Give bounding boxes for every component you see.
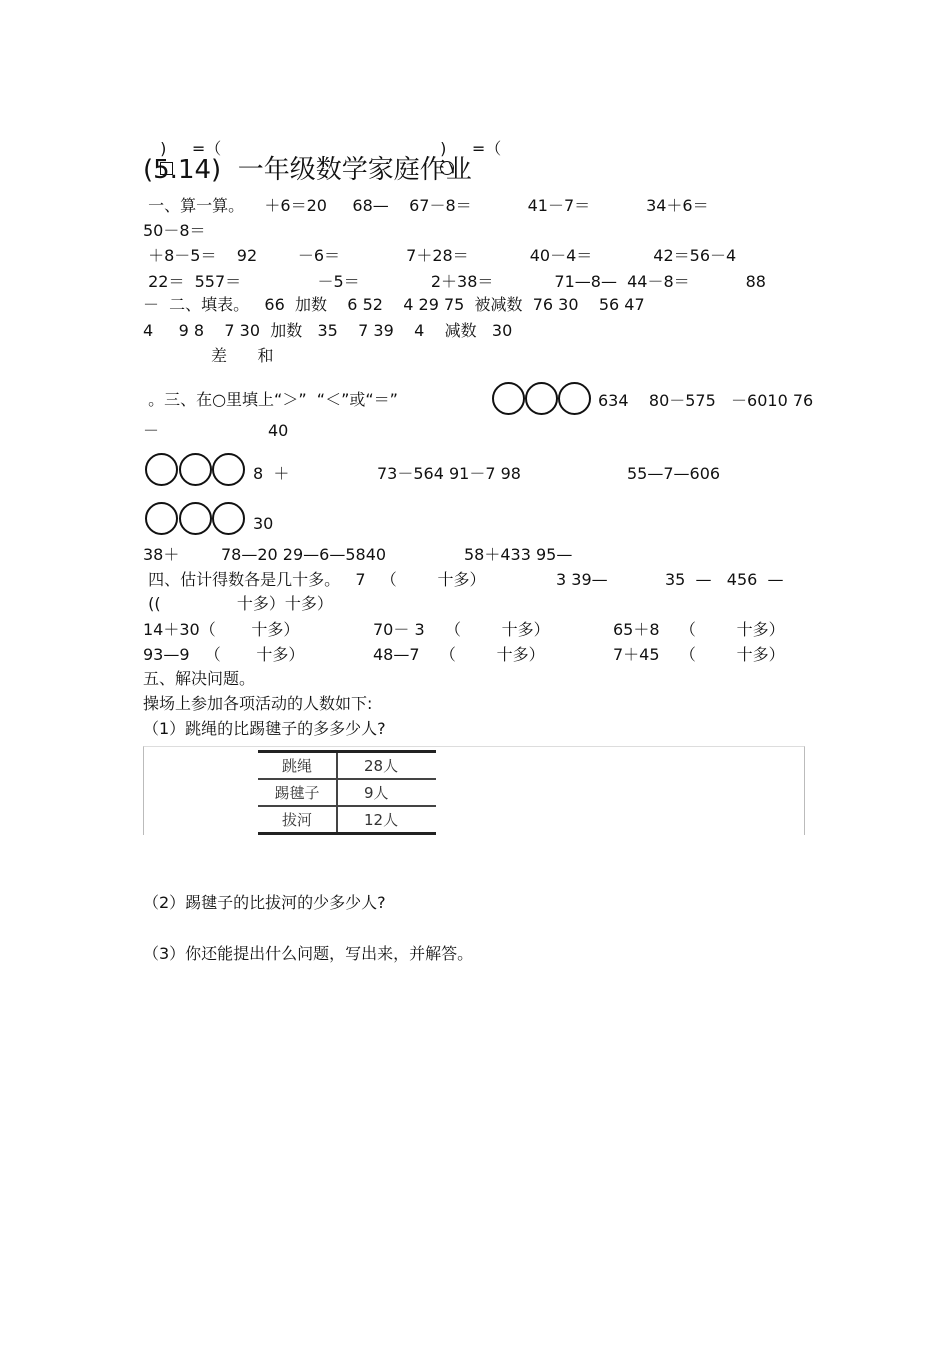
section3-row4-c: 58＋433 95—	[464, 545, 573, 564]
activity-cell: 跳绳	[258, 752, 337, 780]
activity-cell: 踢毽子	[258, 779, 337, 806]
compare-circle[interactable]	[179, 502, 212, 535]
compare-circle[interactable]	[212, 453, 245, 486]
section3-heading: 。三、在○里填上“＞” “＜”或“＝”	[143, 390, 398, 409]
count-cell: 28人	[337, 752, 436, 780]
compare-circle[interactable]	[212, 502, 245, 535]
count-cell: 12人	[337, 806, 436, 834]
section2-line1: － 二、填表。 66 加数 6 52 4 29 75 被减数 76 30 56 47	[143, 295, 645, 314]
estimate-item: 70－ 3 （ 十多）	[373, 620, 550, 639]
section3-row2-a: 8 ＋	[253, 464, 290, 483]
section1-line3: ＋8－5＝ 92 －6＝ 7＋28＝ 40－4＝ 42＝56－4	[143, 246, 737, 265]
section3-row3-a: 30	[253, 514, 274, 533]
estimate-item: 14＋30（ 十多）	[143, 620, 300, 639]
section1-line4: 22＝ 557＝ －5＝ 2＋38＝ 71—8— 44－8＝ 88	[143, 272, 766, 291]
section3-row1-text: 634 80－575 －6010 76	[598, 391, 814, 410]
compare-circle[interactable]	[145, 502, 178, 535]
estimate-item: 93—9 （ 十多）	[143, 645, 305, 664]
table-row	[258, 806, 436, 834]
section1-line2: 50－8＝	[143, 221, 206, 240]
count-cell: 9人	[337, 779, 436, 806]
compare-circle[interactable]	[525, 382, 558, 415]
table-row	[258, 752, 436, 780]
section2-line2: 4 9 8 7 30 加数 35 7 39 4 减数 30	[143, 321, 513, 340]
section5-heading: 五、解决问题。	[143, 669, 256, 688]
section3-row4-a: 38＋	[143, 545, 180, 564]
section1-line1: 一、算一算。 ＋6＝20 68— 67－8＝ 41－7＝ 34＋6＝	[143, 196, 709, 215]
estimate-item: 7＋45 （ 十多）	[613, 645, 785, 664]
top-line-left-text: ) =（	[160, 139, 222, 158]
question-2: （2）踢毽子的比拔河的少多少人?	[143, 893, 386, 912]
table-frame	[143, 746, 805, 835]
compare-circle[interactable]	[179, 453, 212, 486]
section4-line2: (( 十多）十多）	[143, 594, 333, 613]
activity-cell: 拔河	[258, 806, 337, 834]
question-3: （3）你还能提出什么问题，写出来，并解答。	[143, 944, 474, 963]
compare-circle[interactable]	[558, 382, 591, 415]
section5-intro: 操场上参加各项活动的人数如下:	[143, 694, 373, 713]
page-title: (5.14) 一年级数学家庭作业	[143, 155, 472, 185]
section3-row4-b: 78—20 29—6—5840	[221, 545, 387, 564]
estimate-item: 65＋8 （ 十多）	[613, 620, 785, 639]
table-row	[258, 779, 436, 806]
section4-heading-c: 35 — 456 —	[665, 570, 784, 589]
estimate-item: 48—7 （ 十多）	[373, 645, 545, 664]
compare-circle[interactable]	[492, 382, 525, 415]
section4-heading: 四、估计得数各是几十多。 7 （ 十多）	[143, 570, 486, 589]
section2-line3: 差 和	[211, 346, 274, 365]
section3-row1-sub-a: －	[143, 421, 160, 440]
top-line-right-text: ) =（	[440, 139, 502, 158]
section4-heading-b: 3 39—	[556, 570, 608, 589]
section3-row1-sub-b: 40	[268, 421, 289, 440]
section3-row2-c: 55—7—606	[627, 464, 721, 483]
compare-circle[interactable]	[145, 453, 178, 486]
activity-table	[258, 750, 436, 835]
section3-row2-b: 73－564 91－7 98	[377, 464, 521, 483]
question-1: （1）跳绳的比踢毽子的多多少人?	[143, 719, 386, 738]
